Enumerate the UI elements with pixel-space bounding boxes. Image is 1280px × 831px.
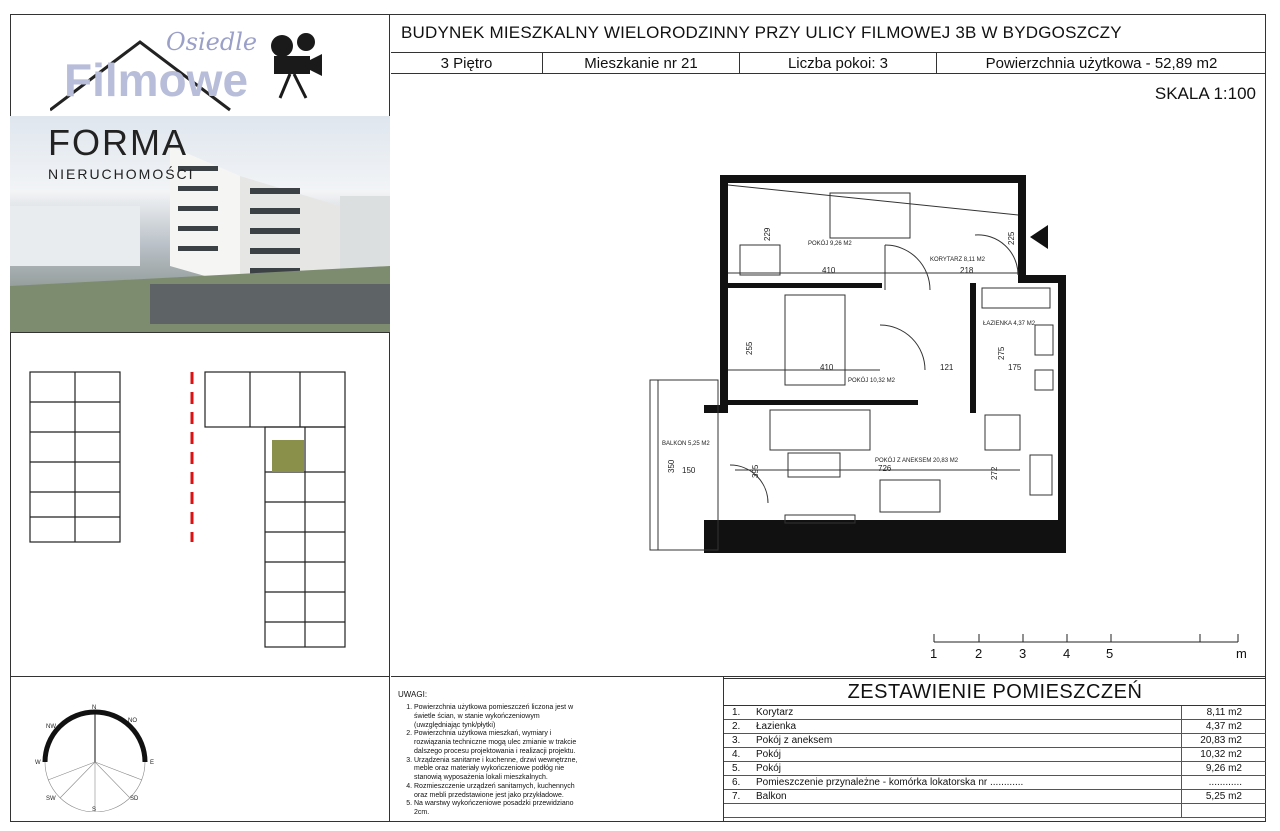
apartment-label: Mieszkanie nr 21 <box>543 53 740 73</box>
dimension: 410 <box>820 363 834 372</box>
compass-rose-icon <box>30 700 160 812</box>
rooms-label: Liczba pokoi: 3 <box>740 53 937 73</box>
table-row: 5. Pokój 9,26 m2 <box>724 762 1266 776</box>
document-title: BUDYNEK MIESZKALNY WIELORODZINNY PRZY ULICY FILMOWEJ 3B W BYDGOSZCZY <box>401 23 1122 42</box>
dimension: 229 <box>763 227 772 241</box>
table-row: 4. Pokój 10,32 m2 <box>724 748 1266 762</box>
apartment-highlight <box>272 440 304 472</box>
ruler-unit: m <box>1236 646 1247 661</box>
room-label: POKÓJ Z ANEKSEM 20,83 M2 <box>875 458 959 464</box>
table-row: 2. Łazienka 4,37 m2 <box>724 720 1266 734</box>
table-row <box>724 804 1266 818</box>
dimension: 255 <box>745 341 754 355</box>
floor-plan <box>640 175 1070 555</box>
room-label: KORYTARZ 8,11 M2 <box>930 257 986 263</box>
note-item: 2. Powierzchnia użytkowa mieszkań, wymiary i rozwiązania techniczne mogą ulec zmianie w trakcie dalszego procesu projektowania i realizacji projektu. <box>414 730 578 756</box>
dimension: 225 <box>1007 231 1016 245</box>
room-label: ŁAZIENKA 4,37 M2 <box>983 321 1036 327</box>
floor-label: 3 Piętro <box>391 53 543 73</box>
svg-text:S: S <box>92 807 97 812</box>
table-row: 3. Pokój z aneksem 20,83 m2 <box>724 734 1266 748</box>
summary-title: ZESTAWIENIE POMIESZCZEŃ <box>724 679 1266 706</box>
info-bar <box>391 52 1266 74</box>
svg-text:SW: SW <box>46 796 56 802</box>
dimension: 272 <box>990 466 999 480</box>
ruler-tick: 3 <box>1019 646 1027 661</box>
ruler-tick: 2 <box>975 646 983 661</box>
logo-script: Osiedle <box>166 28 258 56</box>
note-item: 4. Rozmieszczenie urządzeń sanitarnych, kuchennych oraz mebli przedstawione jest jako przykładowe. <box>414 783 578 801</box>
osiedle-filmowe-logo <box>50 22 340 112</box>
table-row: 7. Balkon 5,25 m2 <box>724 790 1266 804</box>
svg-text:NO: NO <box>128 718 137 724</box>
note-item: 3. Urządzenia sanitarne i kuchenne, drzwi wewnętrzne, meble oraz materiały wykończeniowe podłóg nie stanowią wyposażenia lokali mieszkalnych. <box>414 757 578 783</box>
divider <box>10 676 390 677</box>
dimension: 726 <box>878 464 892 473</box>
ruler-tick: 5 <box>1106 646 1114 661</box>
svg-text:W: W <box>35 760 41 766</box>
company-subtitle: NIERUCHOMOŚCI <box>48 166 195 182</box>
scale-label: SKALA 1:100 <box>1154 84 1256 103</box>
svg-text:SD: SD <box>130 796 139 802</box>
area-label: Powierzchnia użytkowa - 52,89 m2 <box>985 54 1218 72</box>
dimension: 121 <box>940 363 954 372</box>
dimension: 218 <box>960 266 974 275</box>
note-item: 5. Na warstwy wykończeniowe posadzki przewidziano 2cm. <box>414 800 578 818</box>
room-label: BALKON 5,25 M2 <box>662 441 710 447</box>
film-camera-icon <box>271 33 322 98</box>
note-item: 1. Powierzchnia użytkowa pomieszczeń liczona jest w świetle ścian, w stanie wykończeniowym (uwzględniając tynk/płytki) <box>414 704 578 730</box>
table-row: 1. Korytarz 8,11 m2 <box>724 706 1266 720</box>
logo-brand: Filmowe <box>64 54 249 106</box>
dimension: 275 <box>997 346 1006 360</box>
room-summary-table <box>723 678 1266 822</box>
ruler-tick: 4 <box>1063 646 1071 661</box>
notes-block <box>398 690 578 818</box>
entrance-arrow-icon <box>1030 225 1048 249</box>
svg-text:N: N <box>92 705 97 711</box>
dimension: 150 <box>682 466 696 475</box>
company-name: FORMA <box>48 122 188 163</box>
room-label: POKÓJ 9,26 M2 <box>808 241 852 247</box>
dimension: 410 <box>822 266 836 275</box>
table-row: 6. Pomieszczenie przynależne - komórka lokatorska nr ............ ............ <box>724 776 1266 790</box>
ruler-tick: 1 <box>930 646 938 661</box>
divider <box>391 676 1266 677</box>
dimension: 350 <box>667 459 676 473</box>
notes-title: UWAGI: <box>398 690 428 699</box>
dimension: 395 <box>751 464 760 478</box>
dimension: 175 <box>1008 363 1022 372</box>
building-key-plan <box>20 362 360 662</box>
room-label: POKÓJ 10,32 M2 <box>848 378 896 384</box>
svg-text:NW: NW <box>46 724 56 730</box>
divider <box>10 332 390 333</box>
svg-text:E: E <box>150 760 155 766</box>
